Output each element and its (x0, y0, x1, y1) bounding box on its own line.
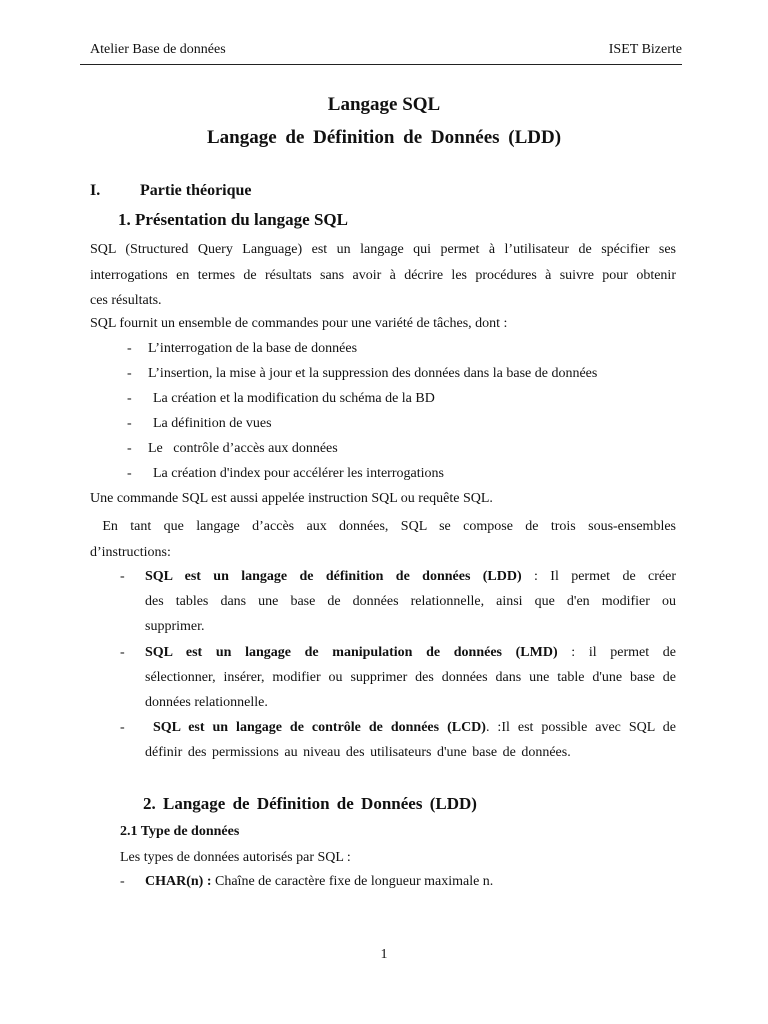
page-number: 1 (380, 947, 388, 962)
subset-item-ldd: - SQL est un langage de définition de données (LDD) : Il permet de créer des tables dans une base de données relationnelle, ainsi que d'en modifier ou supprimer. (120, 569, 676, 634)
section-heading-2: 2. Langage de Définition de Données (LDD) (143, 794, 477, 813)
subset-item-lcd: - SQL est un langage de contrôle de données (LCD). :Il est possible avec SQL de définir des permissions au niveau des utilisateurs d'une base de données. (120, 720, 677, 760)
commands-intro: SQL fournit un ensemble de commandes pour une variété de tâches, dont : (90, 316, 508, 331)
subsection-heading-1: 1. Présentation du langage SQL (118, 210, 348, 229)
document-page: Atelier Base de données ISET Bizerte Langage SQL Langage de Définition de Données (LDD) I. Partie théorique 1. Présentation du langage SQL SQL (Structured Query Language) est un langage qui permet à l’utilisateur de spécifier ses interrogations en termes de résultats sans avoir à décrire les procédures à suivre pour obtenir ces résultats. SQL fournit un ensemble de commandes pour une variété de tâches, dont : - L’interrogation de la base de données - L’insertion, la mise à jour et la suppression des données dans la base de données - La création et la modification du schéma de la BD - La définition de vues - Le contrôle d’accès aux données - La création d'index pour accélérer les interrogations Une commande SQL est aussi appelée instruction SQL ou requête SQL. En tant que langage d’accès aux données, SQL se compose de trois sous-ensembles d’instructions: - SQL est un langage de définition de données (LDD) : Il permet de créer des tables dans une base de données relationnelle, ainsi que d'en modifier ou supprimer. - SQL est un langage de manipulation de données (LMD) : il permet de sélectionner, insérer, modifier ou supprimer des données dans une table d'une base de données relationnelle. - SQL est un langage de contrôle de données (LCD). :Il est possible avec SQL de définir des permissions au niveau des utilisateurs d'une base de données. 2. Langage de Définition de Données (LDD) 2.1 Type de données Les types de données autorisés par SQL : - CHAR(n) : Chaîne de caractère fixe de longueur maximale n. 1 (0, 0, 768, 1024)
page-header (90, 42, 682, 62)
section-title: Partie théorique (140, 182, 252, 199)
types-intro: Les types de données autorisés par SQL : (120, 850, 351, 865)
header-left: Atelier Base de données (90, 42, 226, 57)
instruction-note: Une commande SQL est aussi appelée instruction SQL ou requête SQL. (90, 491, 493, 506)
subset-item-lmd: - SQL est un langage de manipulation de données (LMD) : il permet de sélectionner, insérer, modifier ou supprimer des données dans une table d'une base de données relationnelle. (120, 645, 676, 710)
intro-paragraph: SQL (Structured Query Language) est un langage qui permet à l’utilisateur de spécifier ses interrogations en termes de résultats sans avoir à décrire les procédures à suivre pour obtenir ces résultats. (90, 242, 676, 308)
header-right: ISET Bizerte (608, 42, 682, 57)
doc-title: Langage SQL (327, 94, 441, 115)
subsection-heading-2-1: 2.1 Type de données (120, 824, 240, 839)
section-number: I. (90, 182, 101, 199)
section-heading-1 (90, 182, 252, 200)
doc-subtitle: Langage de Définition de Données (LDD) (206, 127, 562, 148)
subsets-intro: En tant que langage d’accès aux données, SQL se compose de trois sous-ensembles d’instructions: (90, 519, 676, 560)
header-rule (80, 64, 682, 65)
